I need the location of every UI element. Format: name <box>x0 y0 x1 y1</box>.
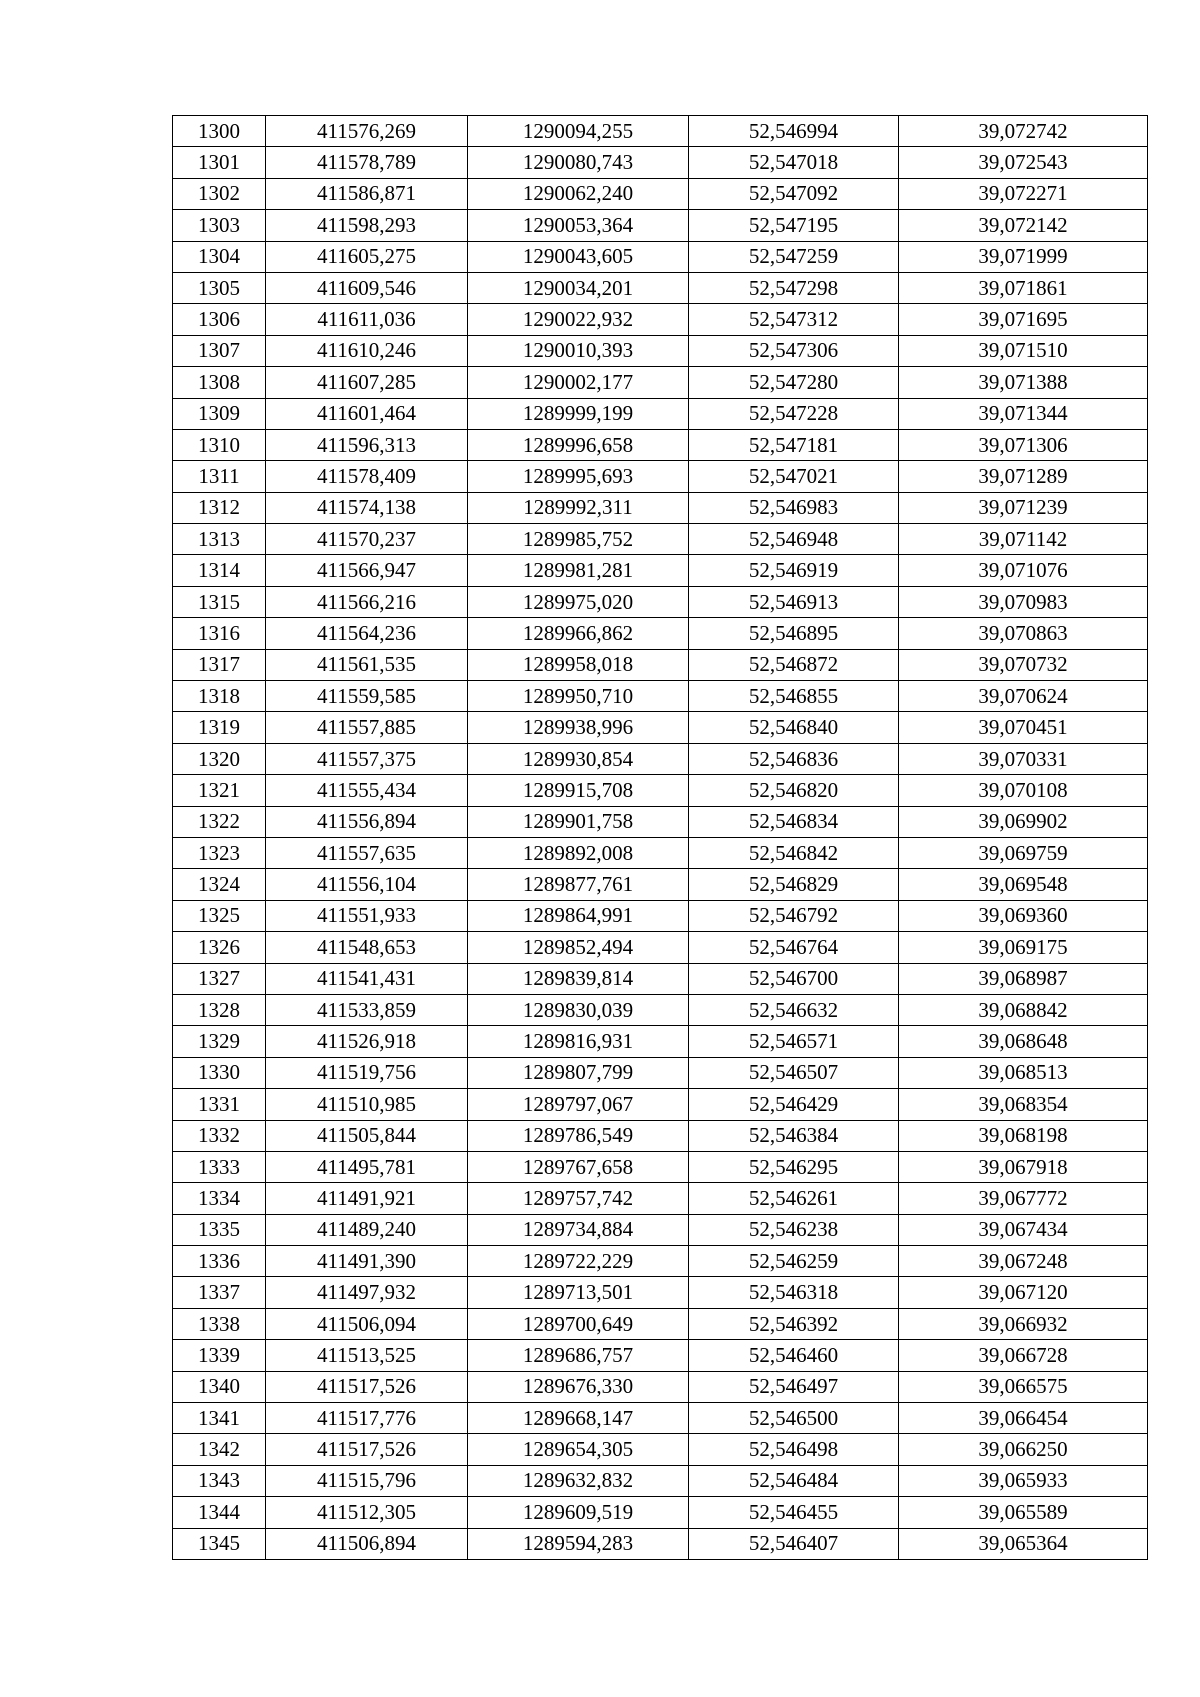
y-coordinate-cell: 1289892,008 <box>468 837 689 868</box>
point-number-cell: 1332 <box>173 1120 266 1151</box>
x-coordinate-cell: 411519,756 <box>266 1057 468 1088</box>
y-coordinate-cell: 1289797,067 <box>468 1089 689 1120</box>
y-coordinate-cell: 1289722,229 <box>468 1246 689 1277</box>
x-coordinate-cell: 411551,933 <box>266 900 468 931</box>
latitude-cell: 52,546295 <box>689 1151 899 1182</box>
point-number-cell: 1303 <box>173 210 266 241</box>
point-number-cell: 1317 <box>173 649 266 680</box>
y-coordinate-cell: 1289767,658 <box>468 1151 689 1182</box>
table-row <box>173 1434 1148 1465</box>
x-coordinate-cell: 411526,918 <box>266 1026 468 1057</box>
point-number-cell: 1315 <box>173 586 266 617</box>
x-coordinate-cell: 411576,269 <box>266 116 468 147</box>
y-coordinate-cell: 1289668,147 <box>468 1403 689 1434</box>
longitude-cell: 39,068513 <box>899 1057 1148 1088</box>
x-coordinate-cell: 411601,464 <box>266 398 468 429</box>
x-coordinate-cell: 411548,653 <box>266 932 468 963</box>
table-row <box>173 1151 1148 1182</box>
table-row <box>173 806 1148 837</box>
y-coordinate-cell: 1289632,832 <box>468 1465 689 1496</box>
latitude-cell: 52,546384 <box>689 1120 899 1151</box>
point-number-cell: 1312 <box>173 492 266 523</box>
latitude-cell: 52,546994 <box>689 116 899 147</box>
point-number-cell: 1304 <box>173 241 266 272</box>
y-coordinate-cell: 1289686,757 <box>468 1340 689 1371</box>
x-coordinate-cell: 411506,094 <box>266 1308 468 1339</box>
longitude-cell: 39,067434 <box>899 1214 1148 1245</box>
y-coordinate-cell: 1289915,708 <box>468 775 689 806</box>
y-coordinate-cell: 1289996,658 <box>468 429 689 460</box>
point-number-cell: 1333 <box>173 1151 266 1182</box>
latitude-cell: 52,547181 <box>689 429 899 460</box>
longitude-cell: 39,072742 <box>899 116 1148 147</box>
point-number-cell: 1302 <box>173 178 266 209</box>
y-coordinate-cell: 1289786,549 <box>468 1120 689 1151</box>
point-number-cell: 1327 <box>173 963 266 994</box>
latitude-cell: 52,546498 <box>689 1434 899 1465</box>
x-coordinate-cell: 411489,240 <box>266 1214 468 1245</box>
longitude-cell: 39,068987 <box>899 963 1148 994</box>
latitude-cell: 52,546895 <box>689 618 899 649</box>
y-coordinate-cell: 1289594,283 <box>468 1528 689 1559</box>
latitude-cell: 52,546497 <box>689 1371 899 1402</box>
x-coordinate-cell: 411505,844 <box>266 1120 468 1151</box>
x-coordinate-cell: 411491,390 <box>266 1246 468 1277</box>
point-number-cell: 1323 <box>173 837 266 868</box>
longitude-cell: 39,068648 <box>899 1026 1148 1057</box>
y-coordinate-cell: 1289757,742 <box>468 1183 689 1214</box>
x-coordinate-cell: 411564,236 <box>266 618 468 649</box>
table-row <box>173 147 1148 178</box>
table-row <box>173 1277 1148 1308</box>
y-coordinate-cell: 1289877,761 <box>468 869 689 900</box>
point-number-cell: 1301 <box>173 147 266 178</box>
table-row <box>173 241 1148 272</box>
x-coordinate-cell: 411598,293 <box>266 210 468 241</box>
longitude-cell: 39,071695 <box>899 304 1148 335</box>
latitude-cell: 52,546500 <box>689 1403 899 1434</box>
y-coordinate-cell: 1289734,884 <box>468 1214 689 1245</box>
point-number-cell: 1335 <box>173 1214 266 1245</box>
y-coordinate-cell: 1290094,255 <box>468 116 689 147</box>
latitude-cell: 52,546919 <box>689 555 899 586</box>
table-row <box>173 963 1148 994</box>
longitude-cell: 39,069175 <box>899 932 1148 963</box>
latitude-cell: 52,546764 <box>689 932 899 963</box>
point-number-cell: 1337 <box>173 1277 266 1308</box>
latitude-cell: 52,547312 <box>689 304 899 335</box>
x-coordinate-cell: 411607,285 <box>266 367 468 398</box>
table-row <box>173 1528 1148 1559</box>
longitude-cell: 39,067248 <box>899 1246 1148 1277</box>
latitude-cell: 52,546455 <box>689 1497 899 1528</box>
latitude-cell: 52,546829 <box>689 869 899 900</box>
x-coordinate-cell: 411556,894 <box>266 806 468 837</box>
y-coordinate-cell: 1289930,854 <box>468 743 689 774</box>
x-coordinate-cell: 411586,871 <box>266 178 468 209</box>
latitude-cell: 52,546318 <box>689 1277 899 1308</box>
latitude-cell: 52,546792 <box>689 900 899 931</box>
latitude-cell: 52,546820 <box>689 775 899 806</box>
table-row <box>173 649 1148 680</box>
longitude-cell: 39,071388 <box>899 367 1148 398</box>
point-number-cell: 1318 <box>173 681 266 712</box>
longitude-cell: 39,070108 <box>899 775 1148 806</box>
x-coordinate-cell: 411541,431 <box>266 963 468 994</box>
longitude-cell: 39,070451 <box>899 712 1148 743</box>
longitude-cell: 39,067772 <box>899 1183 1148 1214</box>
latitude-cell: 52,547280 <box>689 367 899 398</box>
longitude-cell: 39,066932 <box>899 1308 1148 1339</box>
x-coordinate-cell: 411497,932 <box>266 1277 468 1308</box>
y-coordinate-cell: 1289816,931 <box>468 1026 689 1057</box>
table-row <box>173 335 1148 366</box>
longitude-cell: 39,072543 <box>899 147 1148 178</box>
table-row <box>173 1214 1148 1245</box>
x-coordinate-cell: 411491,921 <box>266 1183 468 1214</box>
coordinates-table <box>172 115 1148 1560</box>
y-coordinate-cell: 1289938,996 <box>468 712 689 743</box>
x-coordinate-cell: 411566,947 <box>266 555 468 586</box>
y-coordinate-cell: 1290043,605 <box>468 241 689 272</box>
x-coordinate-cell: 411609,546 <box>266 272 468 303</box>
y-coordinate-cell: 1289901,758 <box>468 806 689 837</box>
x-coordinate-cell: 411611,036 <box>266 304 468 335</box>
x-coordinate-cell: 411557,635 <box>266 837 468 868</box>
longitude-cell: 39,069902 <box>899 806 1148 837</box>
table-row <box>173 429 1148 460</box>
x-coordinate-cell: 411596,313 <box>266 429 468 460</box>
y-coordinate-cell: 1289807,799 <box>468 1057 689 1088</box>
table-row <box>173 178 1148 209</box>
x-coordinate-cell: 411561,535 <box>266 649 468 680</box>
latitude-cell: 52,546259 <box>689 1246 899 1277</box>
longitude-cell: 39,070863 <box>899 618 1148 649</box>
y-coordinate-cell: 1290062,240 <box>468 178 689 209</box>
latitude-cell: 52,546855 <box>689 681 899 712</box>
longitude-cell: 39,066575 <box>899 1371 1148 1402</box>
latitude-cell: 52,547021 <box>689 461 899 492</box>
point-number-cell: 1307 <box>173 335 266 366</box>
latitude-cell: 52,546460 <box>689 1340 899 1371</box>
longitude-cell: 39,065589 <box>899 1497 1148 1528</box>
longitude-cell: 39,067918 <box>899 1151 1148 1182</box>
table-row <box>173 555 1148 586</box>
longitude-cell: 39,069759 <box>899 837 1148 868</box>
longitude-cell: 39,071510 <box>899 335 1148 366</box>
point-number-cell: 1326 <box>173 932 266 963</box>
point-number-cell: 1340 <box>173 1371 266 1402</box>
table-row <box>173 1089 1148 1120</box>
latitude-cell: 52,546948 <box>689 524 899 555</box>
y-coordinate-cell: 1290034,201 <box>468 272 689 303</box>
point-number-cell: 1320 <box>173 743 266 774</box>
point-number-cell: 1342 <box>173 1434 266 1465</box>
table-row <box>173 1308 1148 1339</box>
point-number-cell: 1339 <box>173 1340 266 1371</box>
table-row <box>173 743 1148 774</box>
table-row <box>173 869 1148 900</box>
point-number-cell: 1309 <box>173 398 266 429</box>
x-coordinate-cell: 411533,859 <box>266 994 468 1025</box>
longitude-cell: 39,067120 <box>899 1277 1148 1308</box>
x-coordinate-cell: 411513,525 <box>266 1340 468 1371</box>
y-coordinate-cell: 1290053,364 <box>468 210 689 241</box>
y-coordinate-cell: 1290010,393 <box>468 335 689 366</box>
y-coordinate-cell: 1289654,305 <box>468 1434 689 1465</box>
latitude-cell: 52,546632 <box>689 994 899 1025</box>
latitude-cell: 52,546507 <box>689 1057 899 1088</box>
point-number-cell: 1300 <box>173 116 266 147</box>
longitude-cell: 39,070732 <box>899 649 1148 680</box>
longitude-cell: 39,072142 <box>899 210 1148 241</box>
latitude-cell: 52,546407 <box>689 1528 899 1559</box>
point-number-cell: 1331 <box>173 1089 266 1120</box>
table-row <box>173 932 1148 963</box>
x-coordinate-cell: 411605,275 <box>266 241 468 272</box>
x-coordinate-cell: 411578,409 <box>266 461 468 492</box>
latitude-cell: 52,546913 <box>689 586 899 617</box>
table-row <box>173 1403 1148 1434</box>
y-coordinate-cell: 1289713,501 <box>468 1277 689 1308</box>
longitude-cell: 39,065364 <box>899 1528 1148 1559</box>
longitude-cell: 39,071344 <box>899 398 1148 429</box>
longitude-cell: 39,066250 <box>899 1434 1148 1465</box>
table-row <box>173 367 1148 398</box>
y-coordinate-cell: 1289995,693 <box>468 461 689 492</box>
latitude-cell: 52,546872 <box>689 649 899 680</box>
longitude-cell: 39,071289 <box>899 461 1148 492</box>
point-number-cell: 1341 <box>173 1403 266 1434</box>
x-coordinate-cell: 411557,885 <box>266 712 468 743</box>
point-number-cell: 1311 <box>173 461 266 492</box>
table-row <box>173 1026 1148 1057</box>
longitude-cell: 39,068198 <box>899 1120 1148 1151</box>
latitude-cell: 52,547228 <box>689 398 899 429</box>
table-row <box>173 304 1148 335</box>
point-number-cell: 1306 <box>173 304 266 335</box>
point-number-cell: 1322 <box>173 806 266 837</box>
longitude-cell: 39,071142 <box>899 524 1148 555</box>
table-row <box>173 272 1148 303</box>
latitude-cell: 52,546429 <box>689 1089 899 1120</box>
y-coordinate-cell: 1289700,649 <box>468 1308 689 1339</box>
point-number-cell: 1314 <box>173 555 266 586</box>
table-row <box>173 524 1148 555</box>
x-coordinate-cell: 411517,776 <box>266 1403 468 1434</box>
x-coordinate-cell: 411517,526 <box>266 1371 468 1402</box>
point-number-cell: 1325 <box>173 900 266 931</box>
latitude-cell: 52,546836 <box>689 743 899 774</box>
longitude-cell: 39,070624 <box>899 681 1148 712</box>
y-coordinate-cell: 1289950,710 <box>468 681 689 712</box>
latitude-cell: 52,546983 <box>689 492 899 523</box>
longitude-cell: 39,068842 <box>899 994 1148 1025</box>
longitude-cell: 39,069360 <box>899 900 1148 931</box>
table-row <box>173 586 1148 617</box>
table-row <box>173 1246 1148 1277</box>
x-coordinate-cell: 411559,585 <box>266 681 468 712</box>
y-coordinate-cell: 1289839,814 <box>468 963 689 994</box>
point-number-cell: 1319 <box>173 712 266 743</box>
x-coordinate-cell: 411570,237 <box>266 524 468 555</box>
longitude-cell: 39,066454 <box>899 1403 1148 1434</box>
table-row <box>173 837 1148 868</box>
table-row <box>173 210 1148 241</box>
point-number-cell: 1316 <box>173 618 266 649</box>
latitude-cell: 52,546238 <box>689 1214 899 1245</box>
table-row <box>173 1497 1148 1528</box>
x-coordinate-cell: 411506,894 <box>266 1528 468 1559</box>
longitude-cell: 39,071239 <box>899 492 1148 523</box>
table-row <box>173 1340 1148 1371</box>
longitude-cell: 39,066728 <box>899 1340 1148 1371</box>
table-row <box>173 492 1148 523</box>
latitude-cell: 52,547092 <box>689 178 899 209</box>
x-coordinate-cell: 411515,796 <box>266 1465 468 1496</box>
x-coordinate-cell: 411512,305 <box>266 1497 468 1528</box>
y-coordinate-cell: 1289852,494 <box>468 932 689 963</box>
table-row <box>173 994 1148 1025</box>
latitude-cell: 52,546484 <box>689 1465 899 1496</box>
y-coordinate-cell: 1289966,862 <box>468 618 689 649</box>
table-row <box>173 900 1148 931</box>
longitude-cell: 39,071999 <box>899 241 1148 272</box>
table-row <box>173 398 1148 429</box>
point-number-cell: 1328 <box>173 994 266 1025</box>
longitude-cell: 39,065933 <box>899 1465 1148 1496</box>
y-coordinate-cell: 1289676,330 <box>468 1371 689 1402</box>
latitude-cell: 52,546700 <box>689 963 899 994</box>
point-number-cell: 1344 <box>173 1497 266 1528</box>
y-coordinate-cell: 1289830,039 <box>468 994 689 1025</box>
longitude-cell: 39,072271 <box>899 178 1148 209</box>
y-coordinate-cell: 1290022,932 <box>468 304 689 335</box>
latitude-cell: 52,547259 <box>689 241 899 272</box>
table-row <box>173 461 1148 492</box>
y-coordinate-cell: 1289958,018 <box>468 649 689 680</box>
y-coordinate-cell: 1289985,752 <box>468 524 689 555</box>
point-number-cell: 1305 <box>173 272 266 303</box>
longitude-cell: 39,070331 <box>899 743 1148 774</box>
point-number-cell: 1308 <box>173 367 266 398</box>
latitude-cell: 52,546840 <box>689 712 899 743</box>
y-coordinate-cell: 1289999,199 <box>468 398 689 429</box>
y-coordinate-cell: 1289864,991 <box>468 900 689 931</box>
latitude-cell: 52,546392 <box>689 1308 899 1339</box>
table-row <box>173 1183 1148 1214</box>
point-number-cell: 1338 <box>173 1308 266 1339</box>
x-coordinate-cell: 411566,216 <box>266 586 468 617</box>
x-coordinate-cell: 411495,781 <box>266 1151 468 1182</box>
latitude-cell: 52,547195 <box>689 210 899 241</box>
y-coordinate-cell: 1289981,281 <box>468 555 689 586</box>
longitude-cell: 39,071861 <box>899 272 1148 303</box>
point-number-cell: 1324 <box>173 869 266 900</box>
y-coordinate-cell: 1289992,311 <box>468 492 689 523</box>
table-row <box>173 1120 1148 1151</box>
x-coordinate-cell: 411556,104 <box>266 869 468 900</box>
x-coordinate-cell: 411517,526 <box>266 1434 468 1465</box>
latitude-cell: 52,546842 <box>689 837 899 868</box>
latitude-cell: 52,546571 <box>689 1026 899 1057</box>
latitude-cell: 52,547306 <box>689 335 899 366</box>
x-coordinate-cell: 411510,985 <box>266 1089 468 1120</box>
point-number-cell: 1330 <box>173 1057 266 1088</box>
table-row <box>173 1371 1148 1402</box>
coordinates-table-body <box>173 116 1148 1560</box>
y-coordinate-cell: 1290080,743 <box>468 147 689 178</box>
latitude-cell: 52,547018 <box>689 147 899 178</box>
table-row <box>173 712 1148 743</box>
point-number-cell: 1343 <box>173 1465 266 1496</box>
table-row <box>173 681 1148 712</box>
x-coordinate-cell: 411555,434 <box>266 775 468 806</box>
longitude-cell: 39,068354 <box>899 1089 1148 1120</box>
point-number-cell: 1334 <box>173 1183 266 1214</box>
x-coordinate-cell: 411574,138 <box>266 492 468 523</box>
latitude-cell: 52,546834 <box>689 806 899 837</box>
point-number-cell: 1336 <box>173 1246 266 1277</box>
point-number-cell: 1321 <box>173 775 266 806</box>
point-number-cell: 1329 <box>173 1026 266 1057</box>
table-row <box>173 1465 1148 1496</box>
table-row <box>173 618 1148 649</box>
longitude-cell: 39,069548 <box>899 869 1148 900</box>
table-row <box>173 1057 1148 1088</box>
y-coordinate-cell: 1289609,519 <box>468 1497 689 1528</box>
y-coordinate-cell: 1289975,020 <box>468 586 689 617</box>
y-coordinate-cell: 1290002,177 <box>468 367 689 398</box>
point-number-cell: 1345 <box>173 1528 266 1559</box>
x-coordinate-cell: 411578,789 <box>266 147 468 178</box>
point-number-cell: 1310 <box>173 429 266 460</box>
longitude-cell: 39,071306 <box>899 429 1148 460</box>
table-row <box>173 116 1148 147</box>
point-number-cell: 1313 <box>173 524 266 555</box>
x-coordinate-cell: 411610,246 <box>266 335 468 366</box>
longitude-cell: 39,070983 <box>899 586 1148 617</box>
x-coordinate-cell: 411557,375 <box>266 743 468 774</box>
latitude-cell: 52,547298 <box>689 272 899 303</box>
table-row <box>173 775 1148 806</box>
longitude-cell: 39,071076 <box>899 555 1148 586</box>
latitude-cell: 52,546261 <box>689 1183 899 1214</box>
